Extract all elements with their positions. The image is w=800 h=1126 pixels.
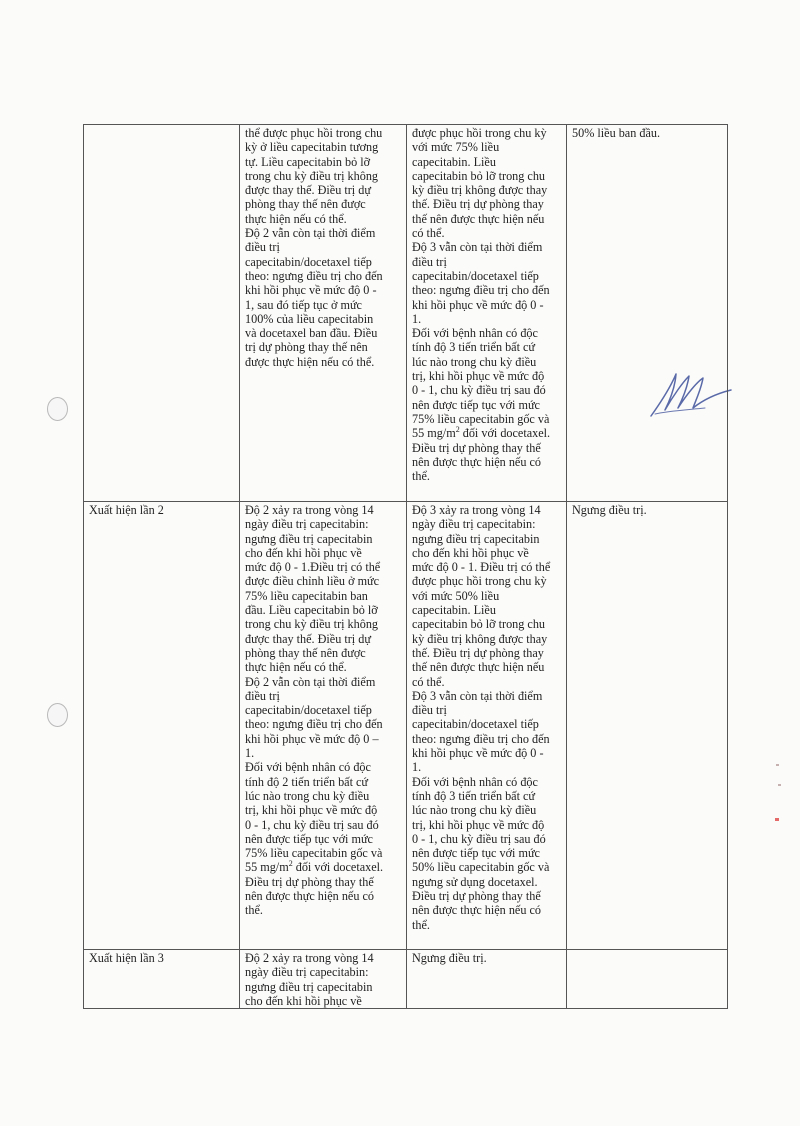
cell-line: được thay thế. Điều trị dự xyxy=(245,183,371,198)
punch-hole-top xyxy=(47,397,68,421)
cell-line: theo: ngưng điều trị cho đến xyxy=(412,731,550,746)
cell-line: tính độ 2 tiến triển bất cứ xyxy=(245,774,369,789)
cell-line: 75% liều capecitabin gốc và xyxy=(412,411,550,426)
cell-line: trong chu kỳ điều trị không xyxy=(245,168,379,183)
cell-line: phòng thay thế nên được xyxy=(245,197,366,212)
grade-cell xyxy=(407,502,567,950)
cell-line: trong chu kỳ điều trị không xyxy=(245,617,379,632)
cell-line: được thay thế. Điều trị dự xyxy=(245,631,371,646)
cell-line: nên được tiếp tục với mức xyxy=(412,397,540,412)
cell-line: trị, khi hồi phục về mức độ xyxy=(412,817,545,832)
dose-adjustment-table xyxy=(83,124,728,1009)
cell-line: capecitabin/docetaxel tiếp xyxy=(412,268,539,283)
cell-line: và docetaxel ban đầu. Điều xyxy=(245,326,378,341)
grade-cell xyxy=(407,125,567,502)
row-label-cell xyxy=(84,950,240,1009)
cell-line: 100% của liều capecitabin xyxy=(245,311,374,326)
cell-line: capecitabin/docetaxel tiếp xyxy=(412,717,539,732)
cell-line: Độ 2 xảy ra trong vòng 14 xyxy=(245,951,374,965)
cell-line: trị, khi hồi phục về mức độ xyxy=(412,369,545,384)
cell-line: trị dự phòng thay thế nên xyxy=(245,340,368,355)
cell-line: khi hồi phục về mức độ 0 - xyxy=(412,746,544,761)
cell-line: ngưng điều trị capecitabin xyxy=(245,531,373,546)
cell-line: Độ 3 vẫn còn tại thời điểm xyxy=(412,688,543,703)
cell-line: Độ 2 xảy ra trong vòng 14 xyxy=(245,503,374,517)
cell-line: thế nên được thực hiện nếu xyxy=(412,660,545,675)
row-label-cell xyxy=(84,502,240,950)
cell-line: ngày điều trị capecitabin: xyxy=(412,517,536,532)
table-body xyxy=(84,125,728,1009)
cell-line: ngưng điều trị capecitabin xyxy=(245,979,373,994)
table-row xyxy=(84,502,728,950)
cell-line: Độ 2 vẫn còn tại thời điểm xyxy=(245,226,376,241)
cell-line: phòng thay thế nên được xyxy=(245,645,366,660)
cell-line: đầu. Liều capecitabin bỏ lỡ xyxy=(245,603,378,618)
cell-line: ngưng sử dụng docetaxel. xyxy=(412,874,538,889)
cell-line: được điều chỉnh liều ở mức xyxy=(245,574,380,589)
cell-line: Điều trị dự phòng thay thế xyxy=(245,874,374,889)
cell-line: capecitabin. Liều xyxy=(412,154,496,169)
cell-line: ngày điều trị capecitabin: xyxy=(245,965,369,980)
cell-line: điều trị xyxy=(245,688,280,703)
scan-speck xyxy=(778,784,781,786)
cell-line: 1. xyxy=(412,311,422,326)
cell-line: thể. xyxy=(412,469,430,484)
cell-line: khi hồi phục về mức độ 0 - xyxy=(245,283,377,298)
cell-line: Điều trị dự phòng thay thế xyxy=(412,889,541,904)
cell-line: tự. Liều capecitabin bỏ lỡ xyxy=(245,154,371,169)
cell-line: Xuất hiện lần 3 xyxy=(89,951,164,965)
cell-line: 50% liều capecitabin gốc và xyxy=(412,860,550,875)
table-row xyxy=(84,950,728,1009)
cell-line: lúc nào trong chu kỳ điều xyxy=(245,788,370,803)
cell-line: khi hồi phục về mức độ 0 – xyxy=(245,731,379,746)
cell-line: Độ 3 xảy ra trong vòng 14 xyxy=(412,503,541,517)
grade-cell xyxy=(240,950,407,1009)
recommendation-cell xyxy=(567,950,728,1009)
scan-speck xyxy=(775,818,779,821)
grade-cell xyxy=(240,125,407,502)
cell-line: Ngưng điều trị. xyxy=(572,503,647,517)
cell-line: thể được phục hồi trong chu xyxy=(245,126,383,140)
cell-line: 1, sau đó tiếp tục ở mức xyxy=(245,297,362,312)
cell-line: thực hiện nếu có thể. xyxy=(245,660,347,675)
cell-line: điều trị xyxy=(412,254,447,269)
cell-line: thể. xyxy=(412,917,430,932)
cell-line: được thực hiện nếu có thể. xyxy=(245,354,375,369)
cell-line: 1. xyxy=(412,760,422,775)
cell-line: Điều trị dự phòng thay thế xyxy=(412,440,541,455)
grade-cell xyxy=(240,502,407,950)
cell-line: 55 $mg/m^2$ đối với docetaxel. xyxy=(412,425,551,441)
cell-line: theo: ngưng điều trị cho đến xyxy=(245,717,383,732)
cell-line: cho đến khi hồi phục về xyxy=(245,993,362,1008)
cell-line: Đối với bệnh nhân có độc xyxy=(412,774,538,789)
cell-line: Đối với bệnh nhân có độc xyxy=(245,760,371,775)
cell-line: 0 - 1, chu kỳ điều trị sau đó xyxy=(412,383,546,398)
cell-line: capecitabin bỏ lỡ trong chu xyxy=(412,617,546,632)
cell-line: với mức 75% liều xyxy=(412,140,500,155)
cell-line: cho đến khi hồi phục về xyxy=(245,545,362,560)
row-label-cell xyxy=(84,125,240,502)
cell-line: trị, khi hồi phục về mức độ xyxy=(245,803,378,818)
cell-line: ngưng điều trị capecitabin xyxy=(412,531,540,546)
cell-line: capecitabin/docetaxel tiếp xyxy=(245,254,372,269)
punch-hole-bottom xyxy=(47,703,68,727)
cell-line: 1. xyxy=(245,746,255,761)
grade-cell xyxy=(407,950,567,1009)
cell-line: kỳ điều trị không được thay xyxy=(412,631,548,646)
cell-line: mức độ 0 - 1. Điều trị có thể xyxy=(412,560,551,575)
cell-line: thực hiện nếu có thể. xyxy=(245,211,347,226)
cell-line: nên được tiếp tục với mức xyxy=(245,831,373,846)
cell-line: thế nên được thực hiện nếu xyxy=(412,211,545,226)
cell-line: nên được tiếp tục với mức xyxy=(412,846,540,861)
cell-line: capecitabin. Liều xyxy=(412,603,496,618)
cell-line: Đối với bệnh nhân có độc xyxy=(412,326,538,341)
cell-line: nên được thực hiện nếu có xyxy=(412,454,541,469)
cell-line: điều trị xyxy=(245,240,280,255)
cell-line: được phục hồi trong chu kỳ xyxy=(412,126,547,140)
cell-line: 55 $mg/m^2$ đối với docetaxel. xyxy=(245,859,384,875)
cell-line: kỳ ở liều capecitabin tương xyxy=(245,140,379,155)
cell-line: 75% liều capecitabin ban xyxy=(245,588,368,603)
cell-line: nên được thực hiện nếu có xyxy=(245,889,374,904)
cell-line: 0 - 1, chu kỳ điều trị sau đó xyxy=(245,817,379,832)
cell-line: kỳ điều trị không được thay xyxy=(412,183,548,198)
cell-line: Độ 2 vẫn còn tại thời điểm xyxy=(245,674,376,689)
scan-speck xyxy=(776,764,779,766)
cell-line: điều trị xyxy=(412,703,447,718)
cell-line: ngày điều trị capecitabin: xyxy=(245,517,369,532)
table-row xyxy=(84,125,728,502)
cell-line: thế. Điều trị dự phòng thay xyxy=(412,645,544,660)
cell-line: 0 - 1, chu kỳ điều trị sau đó xyxy=(412,831,546,846)
cell-line: nên được thực hiện nếu có xyxy=(412,903,541,918)
recommendation-cell xyxy=(567,502,728,950)
cell-line: lúc nào trong chu kỳ điều xyxy=(412,354,537,369)
cell-line: tính độ 3 tiến triển bất cứ xyxy=(412,340,536,355)
cell-line: khi hồi phục về mức độ 0 - xyxy=(412,297,544,312)
cell-line: thể. xyxy=(245,903,263,918)
cell-line: được phục hồi trong chu kỳ xyxy=(412,574,547,589)
cell-line: 75% liều capecitabin gốc và xyxy=(245,846,383,861)
cell-line: với mức 50% liều xyxy=(412,588,500,603)
cell-line: capecitabin/docetaxel tiếp xyxy=(245,703,372,718)
cell-line: Độ 3 vẫn còn tại thời điểm xyxy=(412,240,543,255)
cell-line: Ngưng điều trị. xyxy=(412,951,487,965)
cell-line: tính độ 3 tiến triển bất cứ xyxy=(412,788,536,803)
cell-line: lúc nào trong chu kỳ điều xyxy=(412,803,537,818)
cell-line: theo: ngưng điều trị cho đến xyxy=(412,283,550,298)
cell-line: có thể. xyxy=(412,226,445,241)
recommendation-cell xyxy=(567,125,728,502)
cell-line: cho đến khi hồi phục về xyxy=(412,545,529,560)
cell-line: mức độ 0 - 1.Điều trị có thể xyxy=(245,560,381,575)
cell-line: có thể. xyxy=(412,674,445,689)
cell-line: capecitabin bỏ lỡ trong chu xyxy=(412,168,546,183)
cell-line: thế. Điều trị dự phòng thay xyxy=(412,197,544,212)
cell-line: theo: ngưng điều trị cho đến xyxy=(245,268,383,283)
cell-line: 50% liều ban đầu. xyxy=(572,126,660,140)
cell-line: Xuất hiện lần 2 xyxy=(89,503,164,517)
